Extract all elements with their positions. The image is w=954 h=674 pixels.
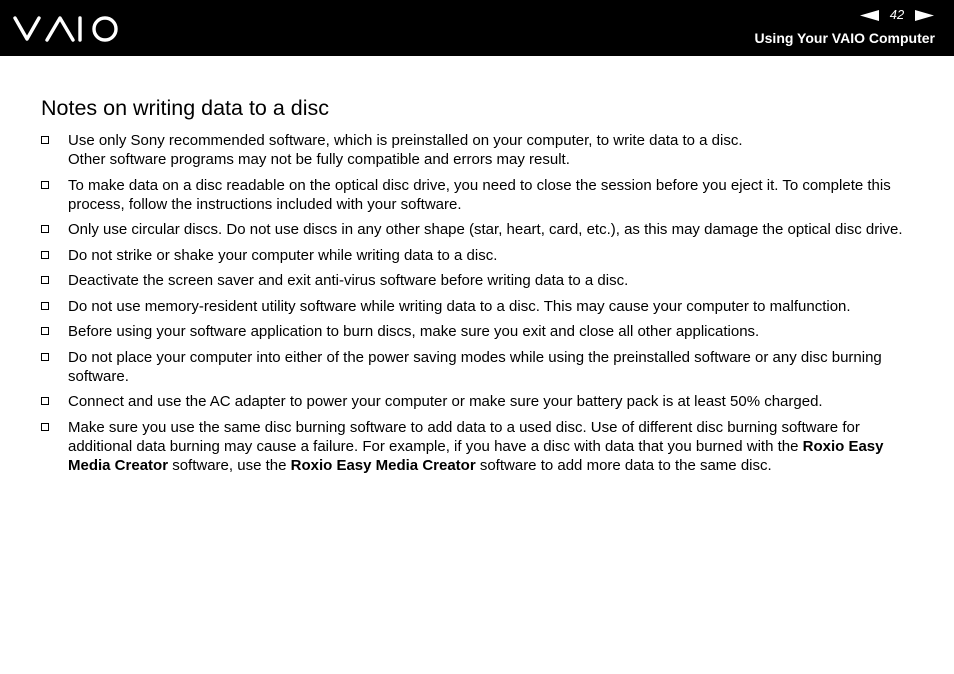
note-text: Do not use memory-resident utility software while writing data to a disc. This may cause your computer to malfunction. bbox=[68, 297, 851, 315]
note-text-part: Make sure you use the same disc burning software to add data to a used disc. Use of different disc burning software for additional data burning may cause a failure. For example, if you have a disc with data that you burned with the bbox=[68, 418, 860, 455]
checkbox-bullet-icon bbox=[41, 136, 49, 144]
page-number: 42 bbox=[889, 7, 905, 22]
checkbox-bullet-icon bbox=[41, 302, 49, 310]
note-text: Deactivate the screen saver and exit anti-virus software before writing data to a disc. bbox=[68, 272, 629, 289]
software-name: Roxio Easy Media Creator bbox=[68, 437, 884, 474]
list-item bbox=[41, 131, 921, 169]
notes-list bbox=[41, 131, 921, 481]
list-item bbox=[41, 322, 921, 341]
checkbox-bullet-icon bbox=[41, 225, 49, 233]
note-text: Connect and use the AC adapter to power your computer or make sure your battery pack is at least 50% charged. bbox=[68, 393, 823, 410]
list-item bbox=[41, 271, 921, 290]
next-page-icon[interactable] bbox=[915, 10, 934, 21]
page-navigation bbox=[860, 7, 934, 23]
note-text: Do not place your computer into either of the power saving modes while using the preinstalled software or any disc burning software. bbox=[68, 348, 882, 385]
checkbox-bullet-icon bbox=[41, 276, 49, 284]
note-text-part: software, use the bbox=[168, 456, 291, 474]
section-title: Using Your VAIO Computer bbox=[754, 30, 935, 46]
page-title: Notes on writing data to a disc bbox=[41, 96, 330, 120]
note-text: Other software programs may not be fully compatible and errors may result. bbox=[68, 151, 570, 168]
list-item bbox=[41, 176, 921, 214]
note-text: To make data on a disc readable on the optical disc drive, you need to close the session before you eject it. To complete this process, follow the instructions included with your software. bbox=[68, 176, 891, 213]
checkbox-bullet-icon bbox=[41, 397, 49, 405]
previous-page-icon[interactable] bbox=[860, 10, 879, 21]
note-text-part: software to add more data to the same disc. bbox=[475, 456, 772, 474]
note-text: Before using your software application to burn discs, make sure you exit and close all other applications. bbox=[68, 323, 760, 340]
list-item bbox=[41, 297, 921, 316]
checkbox-bullet-icon bbox=[41, 181, 49, 189]
checkbox-bullet-icon bbox=[41, 423, 49, 431]
checkbox-bullet-icon bbox=[41, 327, 49, 335]
vaio-logo bbox=[13, 14, 121, 44]
checkbox-bullet-icon bbox=[41, 353, 49, 361]
list-item bbox=[41, 246, 921, 265]
note-text: Only use circular discs. Do not use discs in any other shape (star, heart, card, etc.), as this may damage the optical disc drive. bbox=[68, 221, 903, 238]
page-header bbox=[0, 0, 954, 56]
list-item bbox=[41, 220, 921, 239]
list-item bbox=[41, 348, 921, 386]
list-item bbox=[41, 418, 921, 475]
list-item bbox=[41, 392, 921, 411]
note-text: Do not strike or shake your computer while writing data to a disc. bbox=[68, 246, 498, 264]
checkbox-bullet-icon bbox=[41, 251, 49, 259]
note-text: Use only Sony recommended software, which is preinstalled on your computer, to write data to a disc. bbox=[68, 132, 743, 149]
software-name: Roxio Easy Media Creator bbox=[290, 456, 476, 474]
